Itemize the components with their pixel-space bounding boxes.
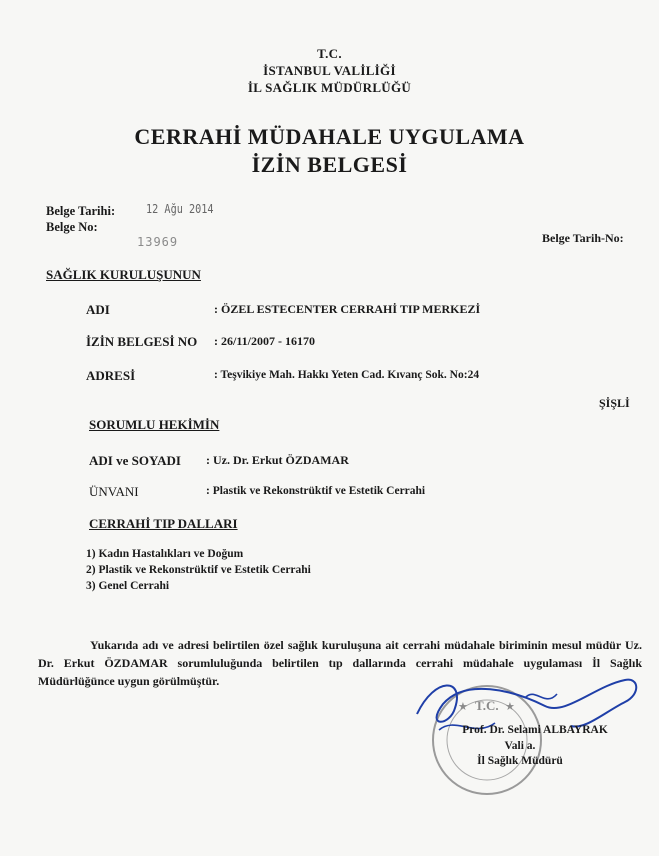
doc-no-label: Belge No:	[46, 220, 98, 234]
branch-item: 2) Plastik ve Rekonstrüktif ve Estetik Cerrahi	[86, 564, 311, 576]
physician-heading: SORUMLU HEKİMİN	[89, 417, 220, 432]
permit-no-value: : 26/11/2007 - 16170	[214, 334, 315, 348]
signatory-name: Prof. Dr. Selami ALBAYRAK	[462, 724, 608, 736]
document-title-line2: İZİN BELGESİ	[251, 152, 408, 177]
branches-heading: CERRAHİ TIP DALLARI	[89, 516, 238, 531]
physician-name-value: : Uz. Dr. Erkut ÖZDAMAR	[206, 453, 349, 467]
district-value: ŞİŞLİ	[599, 396, 630, 410]
statement-paragraph: Yukarıda adı ve adresi belirtilen özel sağlık kuruluşuna ait cerrahi müdahale biriminin mesul müdür Uz. Dr. Erkut ÖZDAMAR sorumluluğunda belirtilen tıp dallarında cerrahi müdahale uygulaması İl Sağlık Müdürlüğünce uygun görülmüştür.	[38, 638, 642, 688]
address-value: : Teşvikiye Mah. Hakkı Yeten Cad. Kıvanç Sok. No:24	[214, 369, 480, 381]
institution-heading: SAĞLIK KURULUŞUNUN	[46, 267, 201, 282]
date-label: Belge Tarihi:	[46, 204, 116, 218]
address-label: ADRESİ	[86, 368, 136, 383]
signatory-role: Vali a.	[504, 740, 536, 752]
institution-name-value: : ÖZEL ESTECENTER CERRAHİ TIP MERKEZİ	[214, 302, 481, 316]
header-tc: T.C.	[317, 46, 342, 61]
physician-title-label: ÜNVANI	[89, 484, 139, 499]
svg-text:★: ★	[458, 701, 468, 713]
date-stamp: 12 Ağu 2014	[146, 202, 214, 216]
permit-no-label: İZİN BELGESİ NO	[86, 334, 198, 349]
branch-item: 3) Genel Cerrahi	[86, 580, 170, 592]
physician-name-label: ADI ve SOYADI	[89, 453, 181, 468]
seal-text: T.C.	[475, 698, 499, 713]
signatory-office: İl Sağlık Müdürü	[477, 755, 563, 767]
doc-no-stamp: 13969	[137, 235, 179, 249]
header-governorship: İSTANBUL VALİLİĞİ	[263, 63, 396, 78]
branch-item: 1) Kadın Hastalıkları ve Doğum	[86, 548, 244, 560]
svg-text:★: ★	[505, 701, 515, 713]
header-health-directorate: İL SAĞLIK MÜDÜRLÜĞÜ	[247, 80, 412, 95]
institution-name-label: ADI	[86, 302, 110, 317]
document-title-line1: CERRAHİ MÜDAHALE UYGULAMA	[134, 124, 525, 149]
doc-date-no-label: Belge Tarih-No:	[542, 231, 624, 245]
physician-title-value: : Plastik ve Rekonstrüktif ve Estetik Cerrahi	[206, 485, 426, 497]
